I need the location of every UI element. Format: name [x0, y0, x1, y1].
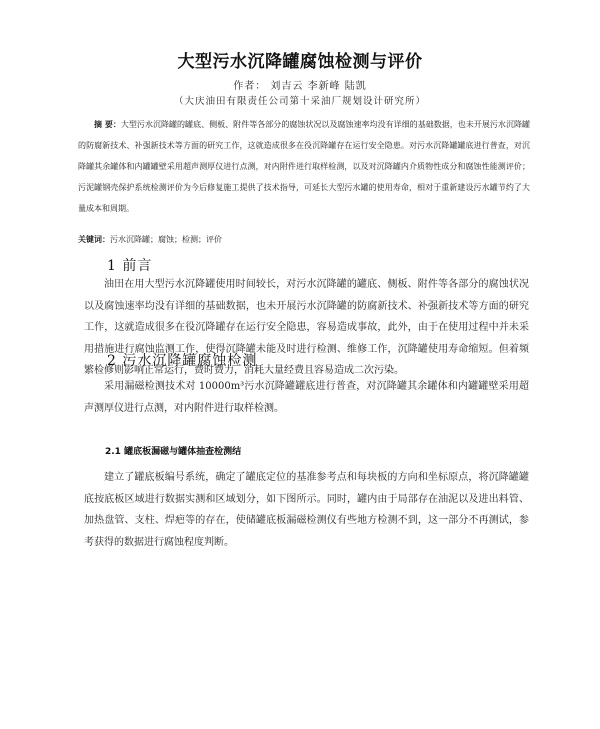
abstract-label: 摘 要：	[94, 119, 121, 129]
subsection-heading-2-1: 2.1 罐底板漏磁与罐体抽查检测结	[105, 447, 242, 457]
section-heading-corrosion-detection: 2 污水沉降罐腐蚀检测	[107, 353, 258, 369]
keywords-label: 关键词：	[78, 234, 110, 244]
keywords-text: 污水沉降罐；腐蚀；检测；评价	[110, 235, 222, 244]
abstract-text: 大型污水沉降罐的罐底、侧板、附件等各部分的腐蚀状况以及腐蚀速率均没有详细的基础数据，也未开展污水沉降罐的防腐新技术、补强新技术等方面的研究工作，这就造成很多在役沉降罐存在运行安全隐患。对污水沉降罐罐底进行普查，对沉降罐其余罐体和内罐罐壁采用超声测厚仪进行点测，对内附件进行取样检测，以及对沉降罐内介质物性成分和腐蚀性能测评价；污泥罐钢壳保护系统检测评价为今后修复施工提供了技术指导，可延长大型污水罐的使用寿命，相对于重新建设污水罐节约了大量成本和周期。	[78, 120, 530, 213]
detection-paragraph: 采用漏磁检测技术对 10000m³污水沉降罐罐底进行普查，对沉降罐其余罐体和内罐罐壁采用超声测厚仪进行点测，对内附件进行取样检测。	[84, 381, 529, 414]
section-heading-introduction: 1 前言	[107, 258, 153, 274]
author-line: 作者： 刘吉云 李新峰 陆凯	[233, 81, 367, 92]
introduction-paragraph: 油田在用大型污水沉降罐使用时间较长，对污水沉降罐的罐底、侧板、附件等各部分的腐蚀状况以及腐蚀速率均没有详细的基础数据，也未开展污水沉降罐的防腐新技术、补强新技术等方面的研究工作，这就造成很多在役沉降罐存在运行安全隐患，容易造成事故，此外，由于在使用过程中并未采用措施进行腐蚀监测工作，使得沉降罐未能及时进行检测、维修工作，沉降罐使用寿命缩短。但着频繁检修则影响正常运行，费时费力，消耗大量经费且容易造成二次污染。	[84, 279, 529, 376]
keywords-block	[78, 232, 530, 247]
paper-title: 大型污水沉降罐腐蚀检测与评价	[177, 52, 423, 72]
affiliation-line: （大庆油田有限责任公司第十采油厂规划设计研究所）	[173, 96, 426, 107]
abstract-block	[78, 114, 530, 219]
subsection-2-1-paragraph: 建立了罐底板编号系统，确定了罐底定位的基准参考点和每块板的方向和坐标原点，将沉降罐罐底按底板区域进行数据实测和区域划分，如下图所示。同时，罐内由于局部存在油泥以及进出料管、加热盘管、支柱、焊疤等的存在，使储罐底板漏磁检测仪有些地方检测不到，这一部分不再测试，参考获得的数据进行腐蚀程度判断。	[84, 472, 529, 548]
